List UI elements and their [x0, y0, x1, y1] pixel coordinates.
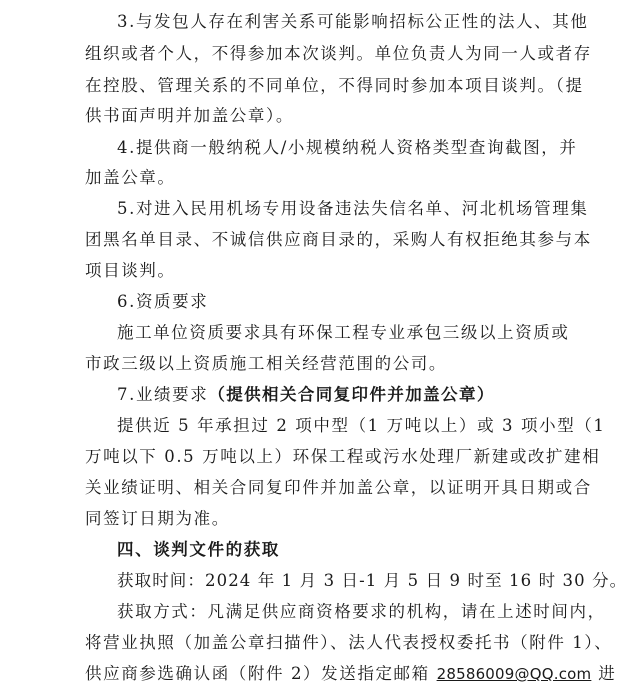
item5-line1: 5.对进入民用机场专用设备违法失信名单、河北机场管理集: [117, 199, 589, 218]
item7-line3: 关业绩证明、相关合同复印件并加盖公章，以证明开具日期或合: [85, 478, 592, 497]
item7-title-line: [117, 385, 495, 405]
section4-method-line3: [85, 664, 616, 684]
item5-line2: 团黑名单目录、不诚信供应商目录的，采购人有权拒绝其参与本: [85, 230, 592, 249]
item3-line1: 3.与发包人存在利害关系可能影响招标公正性的法人、其他: [117, 12, 589, 31]
item4-line1: 4.提供商一般纳税人/小规模纳税人资格类型查询截图，并: [117, 138, 578, 157]
section4-heading: 四、谈判文件的获取: [117, 540, 280, 559]
item7-line2: 万吨以下 0.5 万吨以上）环保工程或污水处理厂新建或改扩建相: [85, 447, 601, 466]
section4-method-line1: 获取方式：凡满足供应商资格要求的机构，请在上述时间内，: [117, 602, 606, 621]
email-link[interactable]: 28586009@QQ.com: [436, 665, 592, 683]
section4-method-line2: 将营业执照（加盖公章扫描件）、法人代表授权委托书（附件 1）、: [85, 633, 613, 652]
section4-time: 获取时间：2024 年 1 月 3 日-1 月 5 日 9 时至 16 时 30 分。: [117, 571, 628, 590]
item6-line2: 市政三级以上资质施工相关经营范围的公司。: [85, 354, 447, 373]
item3-line3: 在控股、管理关系的不同单位，不得同时参加本项目谈判。（提: [85, 76, 584, 95]
section4-method-line3-text: 供应商参选确认函（附件 2）发送指定邮箱: [85, 664, 437, 683]
item5-line3: 项目谈判。: [85, 261, 176, 280]
section4-method-line3-tail: 进: [591, 664, 617, 683]
item4-line2: 加盖公章。: [85, 168, 176, 187]
item7-line4: 同签订日期为准。: [85, 509, 230, 528]
item3-line4: 供书面声明并加盖公章）。: [85, 106, 294, 125]
item7-title-note: （提供相关合同复印件并加盖公章）: [208, 385, 495, 404]
item7-title: 7.业绩要求: [117, 385, 209, 404]
item3-line2: 组织或者个人，不得参加本次谈判。单位负责人为同一人或者存: [85, 44, 592, 63]
item6-title: 6.资质要求: [117, 292, 209, 311]
item7-line1: 提供近 5 年承担过 2 项中型（1 万吨以上）或 3 项小型（1: [117, 416, 606, 435]
item6-line1: 施工单位资质要求具有环保工程专业承包三级以上资质或: [117, 323, 570, 342]
